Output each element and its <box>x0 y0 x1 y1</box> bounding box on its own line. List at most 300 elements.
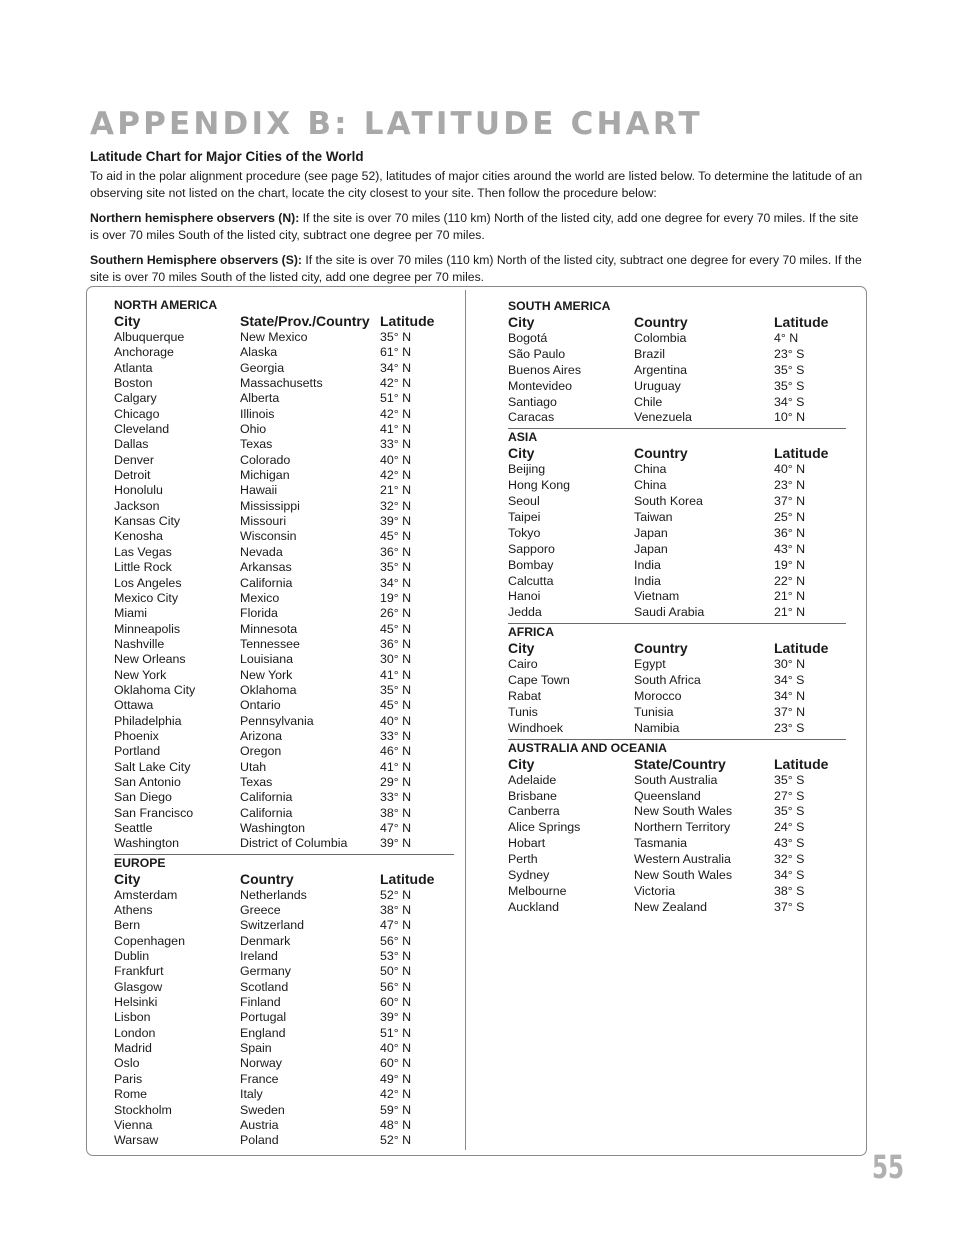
right-column <box>508 298 846 916</box>
city-cell: Boston <box>114 376 153 391</box>
latitude-cell: 60° N <box>380 1056 412 1071</box>
city-cell: Dublin <box>114 949 150 964</box>
latitude-cell: 40° N <box>380 1041 412 1056</box>
latitude-cell: 47° N <box>380 918 412 933</box>
latitude-cell: 35° S <box>774 772 805 787</box>
latitude-cell: 36° N <box>380 544 412 559</box>
table-header-row <box>114 313 454 330</box>
latitude-cell: 23° N <box>774 478 806 493</box>
table-row <box>114 1118 454 1133</box>
latitude-cell: 33° N <box>380 790 412 805</box>
table-row <box>508 542 846 558</box>
state-cell: New York <box>240 667 293 682</box>
city-cell: New York <box>114 667 167 682</box>
state-cell: Georgia <box>240 360 285 375</box>
city-cell: Tunis <box>508 704 538 719</box>
table-row <box>508 868 846 884</box>
city-cell: Los Angeles <box>114 575 182 590</box>
region-title: NORTH AMERICA <box>114 298 218 312</box>
state-cell: Arkansas <box>240 560 292 575</box>
table-header-row <box>114 871 454 888</box>
header-city: City <box>508 755 535 772</box>
table-row <box>508 462 846 478</box>
state-cell: Egypt <box>634 657 666 672</box>
state-cell: England <box>240 1025 286 1040</box>
header-country: Country <box>634 314 688 330</box>
table-row <box>114 391 454 406</box>
table-row <box>508 494 846 510</box>
state-cell: Spain <box>240 1041 272 1056</box>
city-cell: Oklahoma City <box>114 682 196 697</box>
state-cell: Scotland <box>240 979 289 994</box>
table-row <box>508 574 846 590</box>
city-cell: Sydney <box>508 868 550 883</box>
header-state-country: State/Country <box>634 755 726 772</box>
table-row <box>508 689 846 705</box>
table-row <box>114 1056 454 1071</box>
table-rows <box>508 462 846 621</box>
latitude-cell: 39° N <box>380 836 412 851</box>
latitude-cell: 45° N <box>380 529 412 544</box>
table-row <box>114 637 454 652</box>
city-cell: Salt Lake City <box>114 759 191 774</box>
state-cell: Tunisia <box>634 704 674 719</box>
table-row <box>114 483 454 498</box>
table-row <box>114 729 454 744</box>
latitude-cell: 48° N <box>380 1117 412 1132</box>
northern-note <box>90 210 866 244</box>
header-latitude: Latitude <box>774 640 829 657</box>
city-cell: Dallas <box>114 437 149 452</box>
latitude-cell: 19° N <box>774 557 806 572</box>
state-cell: Hawaii <box>240 483 278 498</box>
table-row <box>114 744 454 759</box>
table-row <box>508 605 846 621</box>
table-row <box>114 836 454 851</box>
table-row <box>114 652 454 667</box>
state-cell: Taiwan <box>634 510 673 525</box>
state-cell: Finland <box>240 995 281 1010</box>
city-cell: Rome <box>114 1087 148 1102</box>
state-cell: India <box>634 573 661 588</box>
table-row <box>508 347 846 363</box>
latitude-cell: 40° N <box>774 462 806 477</box>
latitude-cell: 38° S <box>774 883 805 898</box>
table-row <box>114 407 454 422</box>
state-cell: New Zealand <box>634 899 708 914</box>
city-cell: Jackson <box>114 498 160 513</box>
city-cell: Rabat <box>508 689 542 704</box>
table-row <box>114 514 454 529</box>
city-cell: Helsinki <box>114 995 158 1010</box>
latitude-cell: 34° S <box>774 394 805 409</box>
table-row <box>114 453 454 468</box>
header-city: City <box>508 640 535 657</box>
latitude-cell: 46° N <box>380 744 412 759</box>
state-cell: Queensland <box>634 788 701 803</box>
city-cell: Stockholm <box>114 1102 172 1117</box>
table-row <box>114 775 454 790</box>
section-subtitle: Latitude Chart for Major Cities of the World <box>90 149 364 164</box>
state-cell: Minnesota <box>240 621 298 636</box>
header-state: State/Prov./Country <box>240 313 370 329</box>
latitude-cell: 51° N <box>380 1025 412 1040</box>
region-title: SOUTH AMERICA <box>508 299 611 313</box>
table-rows <box>508 657 846 736</box>
table-row <box>114 1103 454 1118</box>
city-cell: Phoenix <box>114 728 159 743</box>
state-cell: Texas <box>240 774 273 789</box>
latitude-cell: 49° N <box>380 1071 412 1086</box>
table-row <box>508 836 846 852</box>
state-cell: Brazil <box>634 346 665 361</box>
city-cell: Montevideo <box>508 378 573 393</box>
state-cell: Northern Territory <box>634 820 731 835</box>
table-row <box>114 591 454 606</box>
latitude-cell: 21° N <box>774 605 806 620</box>
state-cell: Arizona <box>240 728 283 743</box>
table-row <box>508 379 846 395</box>
table-row <box>508 363 846 379</box>
latitude-cell: 41° N <box>380 759 412 774</box>
city-cell: Copenhagen <box>114 933 185 948</box>
city-cell: Las Vegas <box>114 544 172 559</box>
city-cell: Alice Springs <box>508 820 581 835</box>
latitude-cell: 43° N <box>774 541 806 556</box>
table-row <box>114 964 454 979</box>
state-cell: Norway <box>240 1056 282 1071</box>
state-cell: Florida <box>240 606 278 621</box>
city-cell: Denver <box>114 452 154 467</box>
latitude-cell: 37° N <box>774 494 806 509</box>
latitude-cell: 10° N <box>774 410 806 425</box>
city-cell: Glasgow <box>114 979 163 994</box>
city-cell: Chicago <box>114 406 160 421</box>
latitude-cell: 35° S <box>774 804 805 819</box>
latitude-cell: 34° N <box>774 689 806 704</box>
table-row <box>114 698 454 713</box>
city-cell: Athens <box>114 903 153 918</box>
state-cell: Mexico <box>240 590 280 605</box>
latitude-cell: 37° S <box>774 899 805 914</box>
table-row <box>508 900 846 916</box>
table-rows <box>114 888 454 1149</box>
state-cell: Texas <box>240 437 273 452</box>
state-cell: Massachusetts <box>240 376 323 391</box>
header-latitude: Latitude <box>774 755 829 772</box>
state-cell: New South Wales <box>634 804 733 819</box>
table-row <box>114 714 454 729</box>
latitude-cell: 34° S <box>774 673 805 688</box>
state-cell: Wisconsin <box>240 529 297 544</box>
latitude-cell: 42° N <box>380 406 412 421</box>
region-title: ASIA <box>508 430 538 445</box>
city-cell: Cleveland <box>114 422 170 437</box>
latitude-cell: 35° S <box>774 378 805 393</box>
table-row <box>508 589 846 605</box>
table-row <box>508 410 846 426</box>
state-cell: District of Columbia <box>240 836 348 851</box>
table-row <box>114 888 454 903</box>
latitude-cell: 25° N <box>774 510 806 525</box>
city-cell: Canberra <box>508 804 560 819</box>
latitude-cell: 19° N <box>380 590 412 605</box>
region-north-america <box>114 297 454 852</box>
table-row <box>114 903 454 918</box>
table-header-row <box>508 756 846 773</box>
city-cell: Mexico City <box>114 590 179 605</box>
city-cell: Bombay <box>508 557 554 572</box>
state-cell: Morocco <box>634 689 682 704</box>
table-row <box>114 760 454 775</box>
city-cell: Beijing <box>508 462 546 477</box>
northern-note-text: If the site is over 70 miles (110 km) North of the listed city, add one degree for every 70 miles. If the site is over 70 miles South of the listed city, subtract one degree per 70 miles. <box>90 211 859 242</box>
city-cell: Tokyo <box>508 525 541 540</box>
latitude-cell: 33° N <box>380 437 412 452</box>
header-city: City <box>114 313 141 329</box>
latitude-cell: 30° N <box>380 652 412 667</box>
table-row <box>114 330 454 345</box>
table-row <box>114 560 454 575</box>
latitude-cell: 60° N <box>380 995 412 1010</box>
city-cell: Albuquerque <box>114 330 185 344</box>
state-cell: New Mexico <box>240 330 308 344</box>
latitude-cell: 23° S <box>774 346 805 361</box>
city-cell: Bogotá <box>508 331 548 345</box>
city-cell: Honolulu <box>114 483 163 498</box>
state-cell: Austria <box>240 1117 279 1132</box>
table-row <box>114 437 454 452</box>
table-row <box>508 478 846 494</box>
state-cell: Chile <box>634 394 663 409</box>
city-cell: Madrid <box>114 1041 152 1056</box>
latitude-cell: 39° N <box>380 514 412 529</box>
table-rows <box>508 773 846 916</box>
latitude-cell: 41° N <box>380 667 412 682</box>
city-cell: Sapporo <box>508 541 555 556</box>
latitude-cell: 35° S <box>774 362 805 377</box>
state-cell: Italy <box>240 1087 263 1102</box>
state-cell: Western Australia <box>634 852 731 867</box>
city-cell: San Antonio <box>114 774 181 789</box>
city-cell: Buenos Aires <box>508 362 582 377</box>
latitude-cell: 52° N <box>380 887 412 902</box>
latitude-cell: 39° N <box>380 1010 412 1025</box>
city-cell: Portland <box>114 744 161 759</box>
table-row <box>114 376 454 391</box>
city-cell: São Paulo <box>508 346 566 361</box>
city-cell: Oslo <box>114 1056 140 1071</box>
intro-paragraph: To aid in the polar alignment procedure (see page 52), latitudes of major cities around the world are listed below. To determine the latitude of an observing site not listed on the chart, locate the city closest to your site. Then follow the procedure below: <box>90 169 863 200</box>
intro-section <box>90 148 866 294</box>
table-row <box>508 558 846 574</box>
header-latitude: Latitude <box>380 870 435 887</box>
table-row <box>508 657 846 673</box>
latitude-cell: 35° N <box>380 682 412 697</box>
table-row <box>114 468 454 483</box>
header-latitude: Latitude <box>774 445 829 462</box>
latitude-cell: 34° S <box>774 868 805 883</box>
region-asia <box>508 428 846 621</box>
table-row <box>508 820 846 836</box>
southern-note-text: If the site is over 70 miles (110 km) North of the listed city, subtract one degree for every 70 miles. If the site is over 70 miles South of the listed city, add one degree per 70 miles. <box>90 253 862 284</box>
latitude-cell: 4° N <box>774 331 799 345</box>
latitude-cell: 40° N <box>380 452 412 467</box>
state-cell: Poland <box>240 1133 279 1148</box>
city-cell: Jedda <box>508 605 542 620</box>
latitude-cell: 42° N <box>380 376 412 391</box>
table-row <box>114 1010 454 1025</box>
state-cell: Utah <box>240 759 267 774</box>
state-cell: Vietnam <box>634 589 680 604</box>
latitude-cell: 47° N <box>380 821 412 835</box>
latitude-cell: 52° N <box>380 1133 412 1148</box>
city-cell: Caracas <box>508 410 555 425</box>
table-rows <box>508 331 846 426</box>
latitude-cell: 51° N <box>380 391 412 406</box>
state-cell: California <box>240 805 293 820</box>
table-row <box>114 545 454 560</box>
city-cell: Frankfurt <box>114 964 164 979</box>
latitude-cell: 35° N <box>380 330 412 344</box>
table-row <box>114 499 454 514</box>
city-cell: Atlanta <box>114 360 153 375</box>
state-cell: Switzerland <box>240 918 305 933</box>
latitude-cell: 41° N <box>380 422 412 437</box>
city-cell: Detroit <box>114 468 151 483</box>
northern-note-label: Northern hemisphere observers (N): <box>90 211 300 225</box>
state-cell: Pennsylvania <box>240 713 314 728</box>
state-cell: Namibia <box>634 720 680 735</box>
table-row <box>114 806 454 821</box>
latitude-cell: 34° N <box>380 575 412 590</box>
state-cell: South Korea <box>634 494 703 509</box>
table-row <box>114 918 454 933</box>
header-latitude: Latitude <box>774 314 829 330</box>
city-cell: Little Rock <box>114 560 172 575</box>
state-cell: Illinois <box>240 406 275 421</box>
table-row <box>508 331 846 347</box>
city-cell: Brisbane <box>508 788 557 803</box>
state-cell: South Africa <box>634 673 701 688</box>
state-cell: Victoria <box>634 883 676 898</box>
state-cell: Portugal <box>240 1010 287 1025</box>
table-row <box>114 980 454 995</box>
state-cell: Oklahoma <box>240 682 297 697</box>
latitude-cell: 29° N <box>380 774 412 789</box>
table-row <box>508 721 846 737</box>
state-cell: Alaska <box>240 345 278 360</box>
table-row <box>114 821 454 836</box>
latitude-cell: 42° N <box>380 468 412 483</box>
city-cell: Washington <box>114 836 179 851</box>
table-row <box>114 1026 454 1041</box>
state-cell: Japan <box>634 525 668 540</box>
state-cell: Saudi Arabia <box>634 605 705 620</box>
state-cell: Uruguay <box>634 378 681 393</box>
table-rows <box>114 330 454 852</box>
city-cell: Kansas City <box>114 514 181 529</box>
region-title: AFRICA <box>508 625 555 640</box>
state-cell: France <box>240 1071 279 1086</box>
table-row <box>114 668 454 683</box>
table-row <box>114 422 454 437</box>
city-cell: Vienna <box>114 1117 153 1132</box>
state-cell: Sweden <box>240 1102 285 1117</box>
table-row <box>508 884 846 900</box>
table-row <box>114 934 454 949</box>
table-header-row <box>508 445 846 462</box>
header-city: City <box>114 870 141 887</box>
state-cell: Louisiana <box>240 652 294 667</box>
city-cell: Taipei <box>508 510 541 525</box>
state-cell: Mississippi <box>240 498 300 513</box>
header-country: Country <box>240 870 294 887</box>
state-cell: Colorado <box>240 452 291 467</box>
latitude-cell: 36° N <box>380 636 412 651</box>
state-cell: Nevada <box>240 544 283 559</box>
latitude-cell: 56° N <box>380 979 412 994</box>
state-cell: Ohio <box>240 422 267 437</box>
table-row <box>508 673 846 689</box>
latitude-cell: 34° N <box>380 360 412 375</box>
southern-note-label: Southern Hemisphere observers (S): <box>90 253 302 267</box>
state-cell: Argentina <box>634 362 688 377</box>
latitude-cell: 36° N <box>774 525 806 540</box>
latitude-cell: 61° N <box>380 345 412 360</box>
table-header-row <box>508 640 846 657</box>
latitude-cell: 45° N <box>380 621 412 636</box>
state-cell: Oregon <box>240 744 282 759</box>
state-cell: South Australia <box>634 772 718 787</box>
city-cell: Warsaw <box>114 1133 159 1148</box>
city-cell: Kenosha <box>114 529 163 544</box>
city-cell: Cairo <box>508 657 538 672</box>
state-cell: China <box>634 462 667 477</box>
state-cell: Germany <box>240 964 291 979</box>
state-cell: Alberta <box>240 391 280 406</box>
page-number: 55 <box>872 1148 905 1186</box>
latitude-cell: 26° N <box>380 606 412 621</box>
city-cell: Hong Kong <box>508 478 571 493</box>
table-row <box>508 526 846 542</box>
latitude-cell: 38° N <box>380 903 412 918</box>
state-cell: China <box>634 478 667 493</box>
table-row <box>114 606 454 621</box>
latitude-cell: 45° N <box>380 698 412 713</box>
table-row <box>114 529 454 544</box>
city-cell: Calcutta <box>508 573 554 588</box>
region-south-america <box>508 298 846 426</box>
latitude-cell: 23° S <box>774 720 805 735</box>
table-row <box>114 1087 454 1102</box>
state-cell: New South Wales <box>634 868 733 883</box>
state-cell: Tasmania <box>634 836 688 851</box>
latitude-cell: 33° N <box>380 728 412 743</box>
city-cell: London <box>114 1025 156 1040</box>
city-cell: Anchorage <box>114 345 174 360</box>
region-africa <box>508 623 846 736</box>
latitude-cell: 38° N <box>380 805 412 820</box>
city-cell: New Orleans <box>114 652 186 667</box>
left-column <box>114 297 454 1149</box>
city-cell: Seoul <box>508 494 540 509</box>
region-title: AUSTRALIA AND OCEANIA <box>508 740 667 755</box>
city-cell: San Diego <box>114 790 172 805</box>
latitude-cell: 30° N <box>774 657 806 672</box>
table-row <box>114 1133 454 1148</box>
latitude-cell: 53° N <box>380 949 412 964</box>
